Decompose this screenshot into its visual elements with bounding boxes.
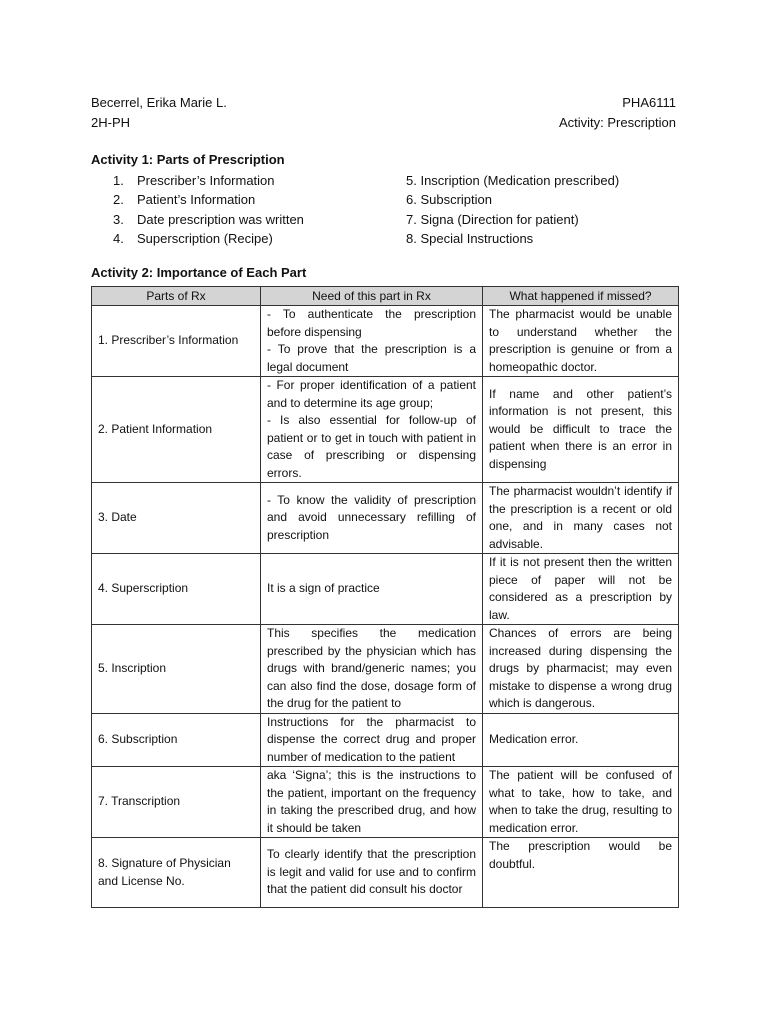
list-item: 6. Subscription [406,192,492,208]
need-cell: aka ‘Signa’; this is the instructions to the patient, important on the frequency in taking the prescribed drug, and how it should be taken [261,767,483,838]
list-item: 8. Special Instructions [406,230,534,246]
missed-cell: The prescription would be doubtful. [483,838,679,908]
table-row [92,625,679,714]
missed-cell: If it is not present then the written piece of paper will not be considered as a prescription by law. [483,554,679,625]
part-cell: 1. Prescriber’s Information [92,306,261,377]
part-cell: 8. Signature of Physician and License No. [92,838,261,908]
parts-list-left [113,171,304,248]
list-item: 7. Signa (Direction for patient) [406,211,579,227]
part-cell: 6. Subscription [92,713,261,767]
table-row [92,377,679,483]
missed-cell: The pharmacist would be unable to understand whether the prescription is genuine or from a homeopathic doctor. [483,306,679,377]
table-row [92,713,679,767]
activity-title: Activity: Prescription [558,115,676,130]
part-cell: 7. Transcription [92,767,261,838]
table-row [92,554,679,625]
need-cell: - For proper identification of a patient and to determine its age group; - Is also essential for follow-up of patient or to get in touch with patient in case of prescribing or dispensing errors. [261,377,483,483]
column-header: What happened if missed? [483,287,679,306]
missed-cell: Chances of errors are being increased during dispensing the drugs by pharmacist; may even mistake to dispense a wrong drug which is dangerous. [483,625,679,714]
column-header: Parts of Rx [92,287,261,306]
table-row [92,306,679,377]
missed-cell: Medication error. [483,713,679,767]
student-name: Becerrel, Erika Marie L. [91,95,227,110]
importance-table [91,286,679,908]
activity1-heading: Activity 1: Parts of Prescription [91,152,285,167]
missed-cell: The patient will be confused of what to take, how to take, and when to take the drug, resulting to medication error. [483,767,679,838]
missed-cell: The pharmacist wouldn’t identify if the prescription is a recent or old one, and in many cases not advisable. [483,483,679,554]
activity2-heading: Activity 2: Importance of Each Part [91,265,307,280]
table-row [92,483,679,554]
part-cell: 4. Superscription [92,554,261,625]
need-cell: Instructions for the pharmacist to dispense the correct drug and proper number of medication to the patient [261,713,483,767]
need-cell: - To know the validity of prescription and avoid unnecessary refilling of prescription [261,483,483,554]
table-row [92,838,679,908]
student-section: 2H-PH [91,115,131,130]
column-header: Need of this part in Rx [261,287,483,306]
missed-cell: If name and other patient’s information is not present, this would be difficult to trace the patient when there is an error in dispensing [483,377,679,483]
need-cell: - To authenticate the prescription before dispensing - To prove that the prescription is a legal document [261,306,483,377]
list-item: 5. Inscription (Medication prescribed) [406,173,620,188]
need-cell: This specifies the medication prescribed by the physician which has drugs with brand/generic names; you can also find the dose, dosage form of the drug for the patient to [261,625,483,714]
table-row [92,767,679,838]
table-header-row [92,287,679,306]
need-cell: To clearly identify that the prescription is legit and valid for use and to confirm that the patient did consult his doctor [261,838,483,908]
list-item: 3. Date prescription was written [113,211,304,227]
list-item: 4. Superscription (Recipe) [113,230,273,246]
part-cell: 3. Date [92,483,261,554]
part-cell: 2. Patient Information [92,377,261,483]
parts-list-right [406,171,619,248]
course-code: PHA6111 [622,95,676,110]
list-item: 2. Patient’s Information [113,192,256,208]
part-cell: 5. Inscription [92,625,261,714]
need-cell: It is a sign of practice [261,554,483,625]
list-item: 1. Prescriber’s Information [113,173,275,188]
